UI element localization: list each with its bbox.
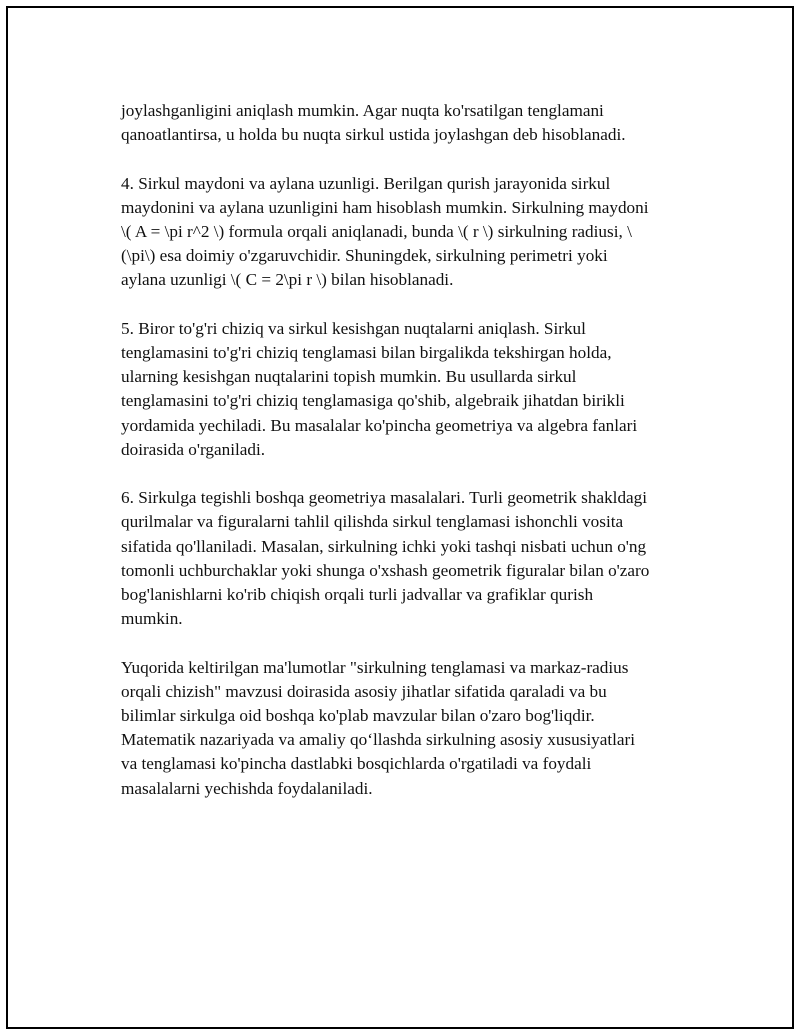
text-line: maydonini va aylana uzunligini ham hisoblash mumkin. Sirkulning maydoni [121,197,649,217]
text-line: masalalarni yechishda foydalaniladi. [121,778,373,798]
text-line: 5. Biror to'g'ri chiziq va sirkul kesishgan nuqtalarni aniqlash. Sirkul [121,318,586,338]
text-line: qurilmalar va figuralarni tahlil qilishda sirkul tenglamasi ishonchli vosita [121,512,624,532]
text-line: \( A = \pi r^2 \) formula orqali aniqlanadi, bunda \( r \) sirkulning radiusi, \ [121,222,632,241]
text-line: tenglamasini to'g'ri chiziq tenglamasiga qo'shib, algebraik jihatdan birikli [121,391,625,411]
text-line: sifatida qo'llaniladi. Masalan, sirkulning ichki yoki tashqi nisbati uchun o'ng [121,536,647,556]
page-frame [6,6,794,1029]
paragraph-line-intersection [121,317,711,462]
text-line: orqali chizish" mavzusi doirasida asosiy jihatlar sifatida qaraladi va bu [121,681,607,701]
paragraph-continuation [121,99,711,147]
text-line: (\pi\) esa doimiy o'zgaruvchidir. Shuningdek, sirkulning perimetri yoki [121,246,608,266]
document-body [121,99,711,825]
text-line: Matematik nazariyada va amaliy qo‘llashda sirkulning asosiy xususiyatlari [121,730,636,750]
text-line: Yuqorida keltirilgan ma'lumotlar "sirkulning tenglamasi va markaz-radius [121,657,629,677]
text-line: ularning kesishgan nuqtalarini topish mumkin. Bu usullarda sirkul [121,367,577,387]
text-line: doirasida o'rganiladi. [121,439,266,459]
paragraph-area-circumference [121,172,711,293]
text-line: bilimlar sirkulga oid boshqa ko'plab mavzular bilan o'zaro bog'liqdir. [121,706,595,726]
text-line: joylashganligini aniqlash mumkin. Agar nuqta ko'rsatilgan tenglamani [121,101,604,120]
text-line: bog'lanishlarni ko'rib chiqish orqali turli jadvallar va grafiklar qurish [121,585,594,605]
text-line: yordamida yechiladi. Bu masalalar ko'pincha geometriya va algebra fanlari [121,415,638,435]
paragraph-other-problems [121,486,711,631]
paragraph-conclusion [121,656,711,801]
text-line: qanoatlantirsa, u holda bu nuqta sirkul ustida joylashgan deb hisoblanadi. [121,125,626,145]
text-line: 6. Sirkulga tegishli boshqa geometriya masalalari. Turli geometrik shakldagi [121,488,648,508]
text-line: va tenglamasi ko'pincha dastlabki bosqichlarda o'rgatiladi va foydali [121,754,592,774]
text-line: tomonli uchburchaklar yoki shunga o'xshash geometrik figuralar bilan o'zaro [121,560,650,580]
text-line: mumkin. [121,609,183,629]
text-line: aylana uzunligi \( C = 2\pi r \) bilan hisoblanadi. [121,270,454,290]
text-line: 4. Sirkul maydoni va aylana uzunligi. Berilgan qurish jarayonida sirkul [121,173,611,193]
text-line: tenglamasini to'g'ri chiziq tenglamasi bilan birgalikda tekshirgan holda, [121,343,612,362]
